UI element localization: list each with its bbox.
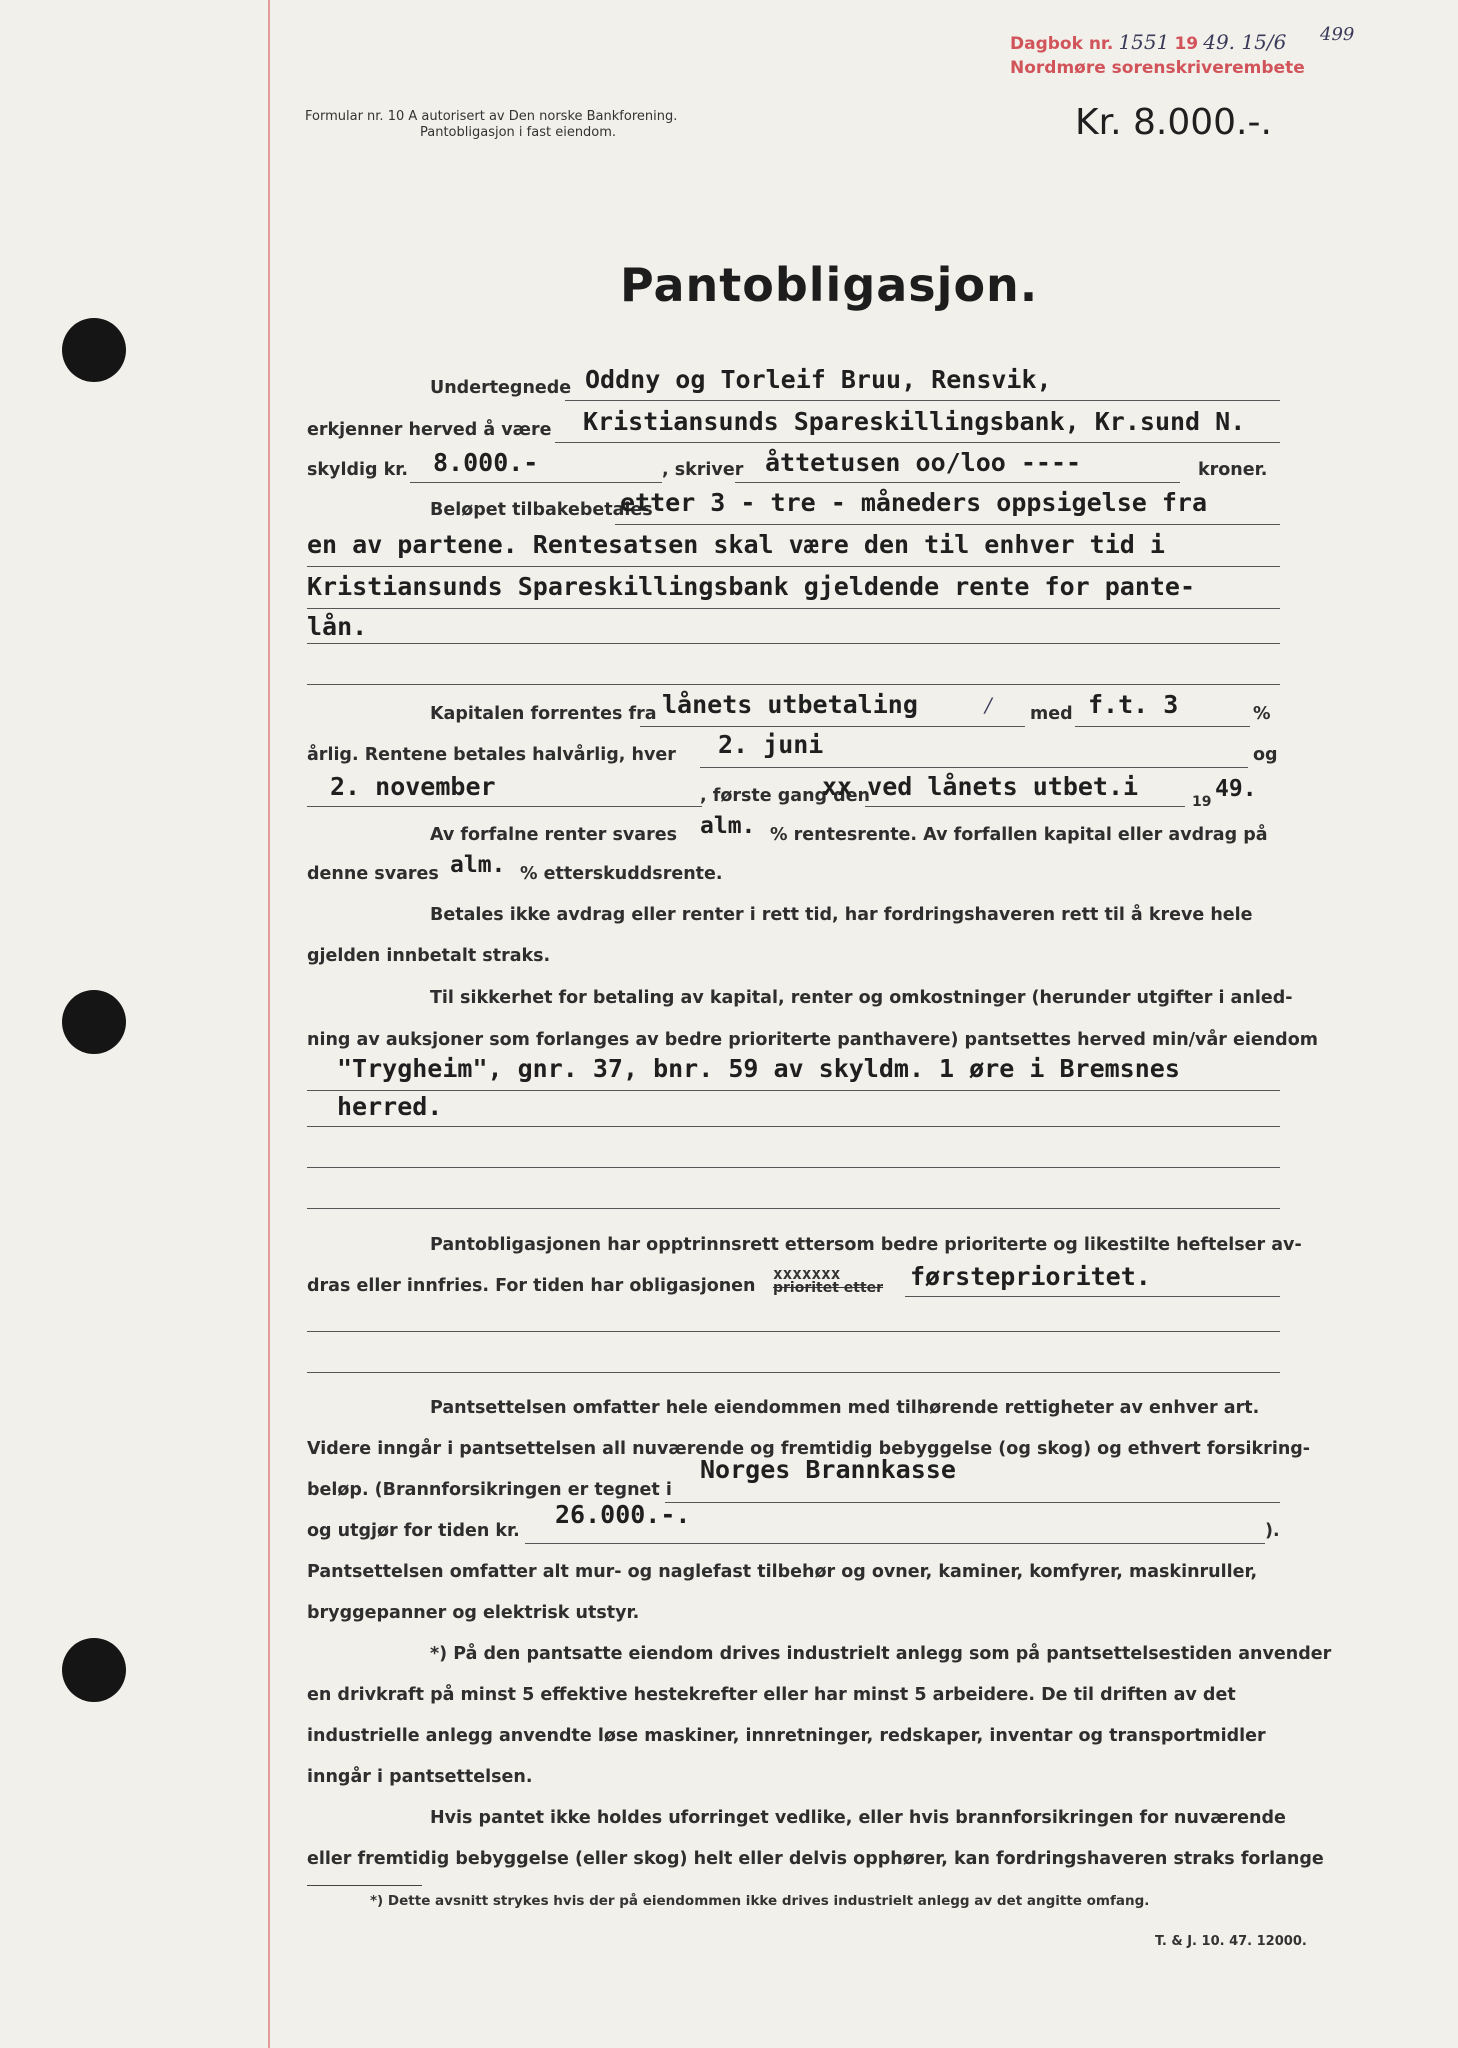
binder-hole-middle	[62, 990, 126, 1054]
printer-mark: T. & J. 10. 47. 12000.	[1155, 1934, 1307, 1949]
skyldig-rule	[410, 482, 662, 483]
belopet-line-1: etter 3 - tre - måneders oppsigelse fra	[620, 488, 1207, 517]
ind-line-4: inngår i pantsettelsen.	[307, 1767, 533, 1787]
eiendom-line-2: herred.	[337, 1092, 443, 1121]
mur-line-2: bryggepanner og elektrisk utstyr.	[307, 1603, 640, 1623]
utgjor-value: 26.000.-.	[555, 1500, 691, 1529]
mur-line-1: Pantsettelsen omfatter alt mur- og naglefast tilbehør og ovner, kaminer, komfyrer, maskinruller,	[307, 1562, 1258, 1582]
undertegnede-rule	[565, 400, 1280, 401]
aarlig-label: årlig. Rentene betales halvårlig, hver	[307, 745, 676, 765]
ind-line-1: *) På den pantsatte eiendom drives industrielt anlegg som på pantsettelsestiden anvender	[430, 1644, 1332, 1664]
stamp-year-prefix: 19	[1174, 34, 1199, 54]
opptrinn-line-2: dras eller innfries. For tiden har obligasjonen	[307, 1276, 756, 1296]
forste-label: , første gang den	[700, 786, 871, 806]
opptrinn-rule-2	[307, 1331, 1280, 1332]
denne-suffix: % etterskuddsrente.	[520, 864, 723, 884]
denne-label: denne svares	[307, 864, 439, 884]
opptrinn-line-1: Pantobligasjonen har opptrinnsrett ettersom bedre prioriterte og likestilte heftelser av-	[430, 1235, 1302, 1255]
footnote-rule	[307, 1885, 422, 1886]
ind-line-2: en drivkraft på minst 5 effektive hestekrefter eller har minst 5 arbeidere. De til driften av det	[307, 1685, 1236, 1705]
med-label: med	[1030, 704, 1073, 724]
eiendom-rule-3	[307, 1167, 1280, 1168]
year-value: 49.	[1215, 776, 1257, 802]
belopet-rule-1	[615, 524, 1280, 525]
betales-line-2: gjelden innbetalt straks.	[307, 946, 551, 966]
nov-value: 2. november	[330, 772, 496, 801]
opptrinn-value: førsteprioritet.	[910, 1262, 1151, 1291]
erkjenner-value: Kristiansunds Spareskillingsbank, Kr.sund N.	[583, 407, 1246, 436]
eiendom-rule-2	[307, 1126, 1280, 1127]
sikkerhet-line-1: Til sikkerhet for betaling av kapital, renter og omkostninger (herunder utgifter i anled-	[430, 988, 1293, 1008]
skyldig-label: skyldig kr.	[307, 460, 409, 480]
undertegnede-value: Oddny og Torleif Bruu, Rensvik,	[585, 365, 1052, 394]
brann-rule	[665, 1502, 1280, 1503]
stamp-page: 499	[1320, 24, 1355, 45]
omfatter-line-3: beløp. (Brannforsikringen er tegnet i	[307, 1480, 672, 1500]
binder-hole-top	[62, 318, 126, 382]
kroner-label: kroner.	[1198, 460, 1268, 480]
eiendom-line-1: "Trygheim", gnr. 37, bnr. 59 av skyldm. 1 øre i Bremsnes	[337, 1054, 1180, 1083]
belopet-rule-2	[307, 566, 1280, 567]
ind-line-3: industrielle anlegg anvendte løse maskiner, innretninger, redskaper, inventar og transportmidler	[307, 1726, 1266, 1746]
erkjenner-label: erkjenner herved å være	[307, 420, 552, 440]
eiendom-rule-4	[307, 1208, 1280, 1209]
omfatter-line-1: Pantsettelsen omfatter hele eiendommen med tilhørende rettigheter av enhver art.	[430, 1398, 1260, 1418]
forste-rule	[865, 806, 1185, 807]
forfalne-suffix: % rentesrente. Av forfallen kapital eller avdrag på	[770, 825, 1268, 845]
utgjor-end: ).	[1265, 1521, 1280, 1541]
omfatter-line-2: Videre inngår i pantsettelsen all nuværende og fremtidig bebyggelse (og skog) og ethvert forsikring-	[307, 1439, 1311, 1459]
belopet-line-2: en av partene. Rentesatsen skal være den til enhver tid i	[307, 530, 1165, 559]
amount-header: Kr. 8.000.-.	[1075, 102, 1272, 143]
erkjenner-rule	[555, 442, 1280, 443]
opptrinn-rule-3	[307, 1372, 1280, 1373]
skriver-value: åttetusen oo/loo ----	[765, 448, 1082, 477]
kapital-value: lånets utbetaling	[662, 690, 918, 719]
forfalne-label: Av forfalne renter svares	[430, 825, 677, 845]
eiendom-rule-1	[307, 1090, 1280, 1091]
opptrinn-struck: prioritet etter	[773, 1280, 884, 1296]
opptrinn-xx: xxxxxxx	[773, 1264, 841, 1283]
skyldig-value: 8.000.-	[433, 448, 539, 477]
forfalne-value: alm.	[700, 813, 756, 839]
registration-stamp	[1010, 30, 1286, 54]
utgjor-label: og utgjør for tiden kr.	[307, 1521, 520, 1541]
document-title: Pantobligasjon.	[620, 258, 1039, 312]
hvis-line-1: Hvis pantet ikke holdes uforringet vedlike, eller hvis brannforsikringen for nuværende	[430, 1808, 1286, 1828]
belopet-rule-3	[307, 608, 1280, 609]
belopet-rule-4	[307, 643, 1280, 644]
hvis-line-2: eller fremtidig bebyggelse (eller skog) helt eller delvis opphører, kan fordringshaveren straks forlange	[307, 1849, 1324, 1869]
og-label: og	[1253, 745, 1278, 765]
betales-line-1: Betales ikke avdrag eller renter i rett tid, har fordringshaveren rett til å kreve hele	[430, 905, 1253, 925]
stamp-label: Dagbok nr.	[1010, 34, 1114, 54]
binder-hole-bottom	[62, 1638, 126, 1702]
med-value: f.t. 3	[1088, 690, 1179, 719]
percent-sign: %	[1253, 704, 1271, 724]
footnote: *) Dette avsnitt strykes hvis der på eiendommen ikke drives industrielt anlegg av det angitte omfang.	[370, 1893, 1150, 1909]
form-line-2: Pantobligasjon i fast eiendom.	[420, 125, 617, 140]
margin-line	[268, 0, 270, 2048]
denne-value: alm.	[450, 852, 506, 878]
kapital-rule	[640, 726, 1025, 727]
utgjor-rule	[525, 1543, 1265, 1544]
belopet-line-4: lån.	[307, 612, 368, 641]
belopet-label: Beløpet tilbakebetales	[430, 500, 653, 520]
stamp-year-date: 49. 15/6	[1203, 30, 1287, 54]
stamp-number: 1551	[1118, 30, 1170, 54]
forste-value: xx ved lånets utbet.i	[822, 772, 1139, 801]
aarlig-rule	[700, 767, 1248, 768]
brann-value: Norges Brannkasse	[700, 1455, 956, 1484]
opptrinn-rule-1	[905, 1296, 1280, 1297]
aarlig-value: 2. juni	[718, 730, 824, 759]
skriver-rule	[735, 482, 1180, 483]
kapital-mark: /	[985, 693, 992, 717]
undertegnede-label: Undertegnede	[430, 378, 572, 398]
nov-rule	[307, 806, 702, 807]
med-rule	[1075, 726, 1250, 727]
skriver-label: , skriver	[662, 460, 744, 480]
kapital-label: Kapitalen forrentes fra	[430, 704, 657, 724]
belopet-rule-5	[307, 684, 1280, 685]
stamp-office: Nordmøre sorenskriverembete	[1010, 58, 1305, 78]
year-prefix: 19	[1192, 794, 1212, 810]
form-line-1: Formular nr. 10 A autorisert av Den norske Bankforening.	[305, 109, 678, 124]
belopet-line-3: Kristiansunds Spareskillingsbank gjeldende rente for pante-	[307, 572, 1196, 601]
sikkerhet-line-2: ning av auksjoner som forlanges av bedre prioriterte panthavere) pantsettes herved min/vår eiendom	[307, 1030, 1318, 1050]
